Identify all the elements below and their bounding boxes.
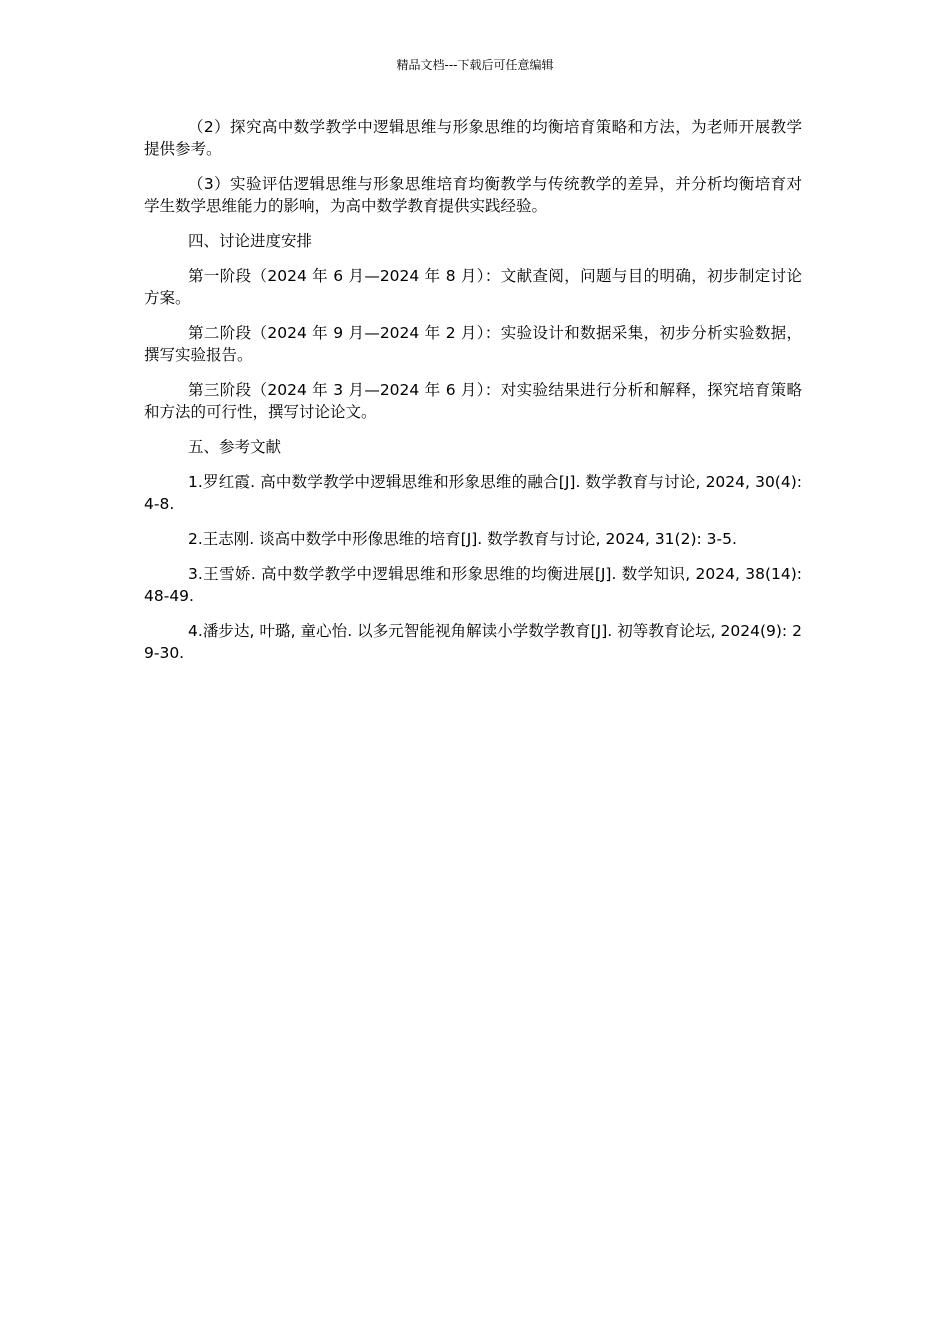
schedule-stage-3: 第三阶段（2024 年 3 月—2024 年 6 月）：对实验结果进行分析和解释，探究培育策略和方法的可行性，撰写讨论论文。 xyxy=(144,381,802,421)
schedule-stage-1: 第一阶段（2024 年 6 月—2024 年 8 月）：文献查阅，问题与目的明确，初步制定讨论方案。 xyxy=(144,267,802,307)
schedule-heading: 四、讨论进度安排 xyxy=(188,232,313,250)
objective-paragraph-3: （3）实验评估逻辑思维与形象思维培育均衡教学与传统教学的差异，并分析均衡培育对学生数学思维能力的影响，为高中数学教育提供实践经验。 xyxy=(144,175,802,215)
reference-item-4: 4.潘步达, 叶璐, 童心怡. 以多元智能视角解读小学数学教育[J]. 初等教育论坛, 2024(9): 29-30. xyxy=(144,622,802,662)
references-heading: 五、参考文献 xyxy=(188,438,282,456)
document-body xyxy=(144,116,802,677)
page-header: 精品文档---下载后可任意编辑 xyxy=(396,58,554,72)
reference-item-2: 2.王志刚. 谈高中数学中形像思维的培育[J]. 数学教育与讨论, 2024, 31(2): 3-5. xyxy=(188,530,737,548)
objective-paragraph-2: （2）探究高中数学教学中逻辑思维与形象思维的均衡培育策略和方法，为老师开展教学提供参考。 xyxy=(144,118,802,158)
reference-item-3: 3.王雪娇. 高中数学教学中逻辑思维和形象思维的均衡进展[J]. 数学知识, 2024, 38(14): 48-49. xyxy=(144,565,802,605)
reference-item-1: 1.罗红霞. 高中数学教学中逻辑思维和形象思维的融合[J]. 数学教育与讨论, 2024, 30(4): 4-8. xyxy=(144,473,802,513)
schedule-stage-2: 第二阶段（2024 年 9 月—2024 年 2 月）：实验设计和数据采集，初步分析实验数据，撰写实验报告。 xyxy=(144,324,802,364)
